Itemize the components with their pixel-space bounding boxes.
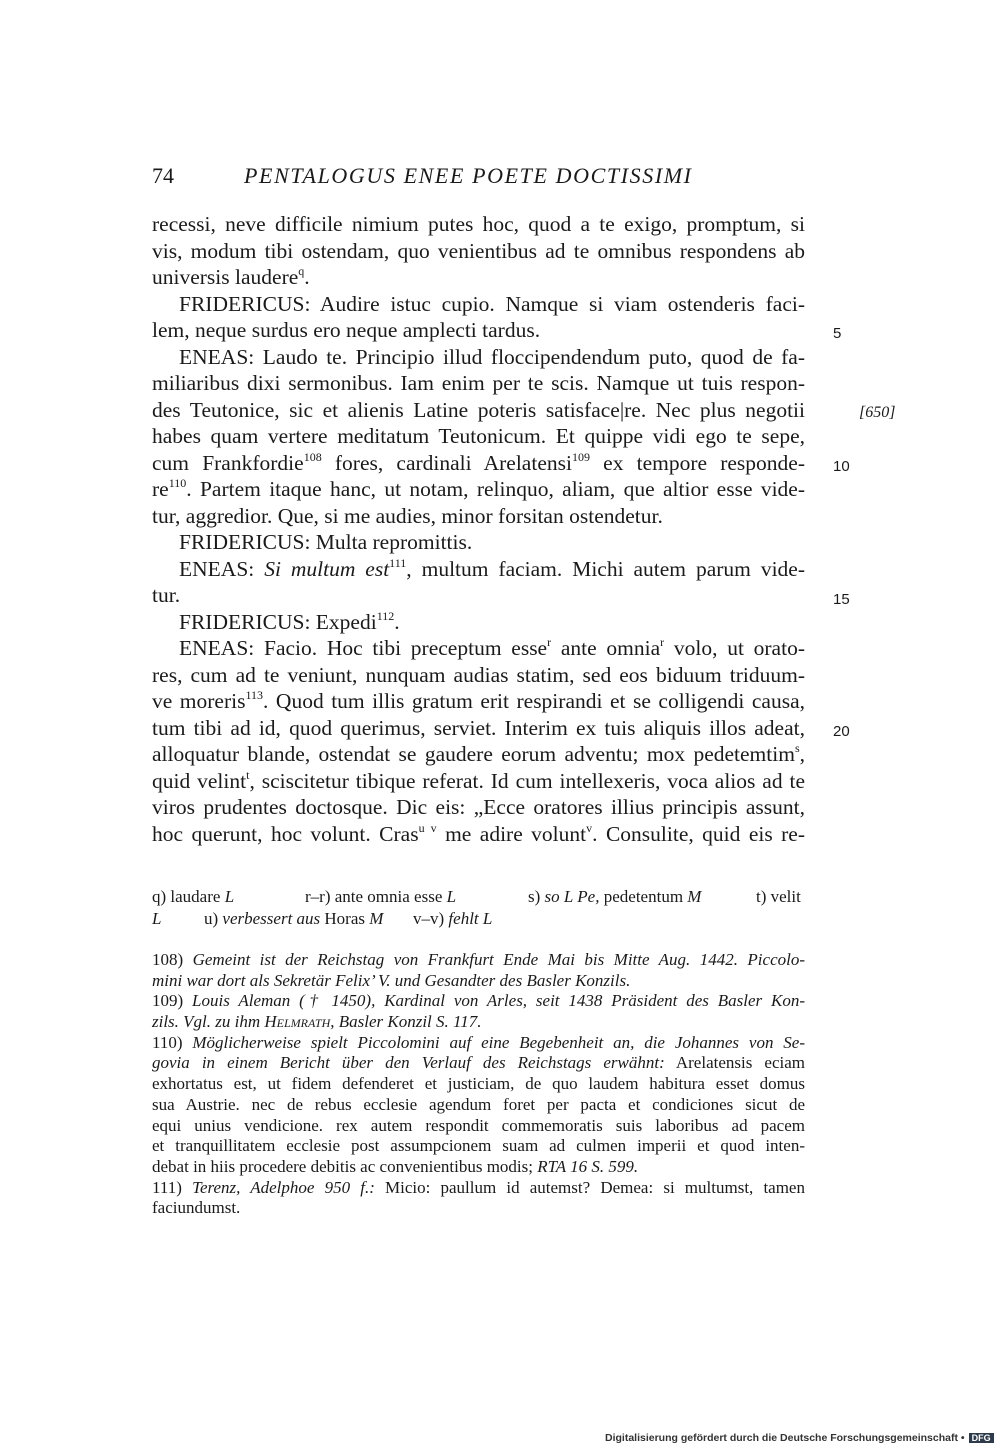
- text-line: [152, 291, 805, 318]
- footnote-italic: Terenz, Adelphoe 950 f.:: [192, 1177, 375, 1197]
- critical-apparatus: [152, 886, 805, 930]
- footnote-number: 110): [152, 1032, 193, 1052]
- text-line: [152, 529, 805, 556]
- text-line: [152, 688, 805, 715]
- line-text: fores, cardinali Arelatensi: [321, 450, 572, 475]
- text-line: [152, 450, 805, 477]
- footnote-quote: equi unius vendicione. rex autem respondit commemoratis suis laboribus ad pacem: [152, 1115, 805, 1135]
- apparatus-entry: v–v) fehlt L: [413, 909, 493, 928]
- text-line: [152, 556, 805, 583]
- page-number: 74: [152, 163, 174, 188]
- text-line: [152, 582, 805, 609]
- footnote-quote: exhortatus est, ut fidem defenderet et justiciam, de quo laudem habitura esset domus: [152, 1074, 805, 1094]
- footnote-line: [152, 1053, 805, 1074]
- line-text: miliaribus dixi sermonibus. Iam enim per te scis. Namque ut tuis respon-: [152, 371, 805, 395]
- footnote-line: [152, 950, 805, 971]
- footnote-line: [152, 991, 805, 1012]
- footnote-number: 109): [152, 991, 193, 1011]
- apparatus-entry: q) laudare L: [152, 887, 235, 906]
- footnote-line: [152, 1074, 805, 1095]
- text-line: [152, 317, 805, 344]
- text-line: [152, 768, 805, 795]
- note-marker: r: [547, 635, 552, 649]
- line-text: habes quam vertere meditatum Teutonicum. Et quippe vidi ego te sepe,: [152, 424, 805, 448]
- line-text: .: [304, 265, 310, 289]
- line-text: ve moreris: [152, 689, 246, 713]
- line-text: ,: [799, 742, 805, 766]
- note-marker: 110: [168, 476, 187, 490]
- footnote-italic: Gemeint ist der Reichstag von Frankfurt Ende Mai bis Mitte Aug. 1442. Piccolo-: [192, 950, 805, 969]
- note-marker: 112: [376, 608, 395, 623]
- note-marker: v: [586, 820, 593, 835]
- line-text: tur.: [152, 583, 181, 607]
- footnote-italic: , Basler Konzil S. 117.: [330, 1012, 482, 1032]
- note-marker: q: [298, 264, 305, 278]
- footnote-number: 111): [152, 1177, 193, 1197]
- line-text: lem, neque surdus ero neque amplecti tardus.: [152, 318, 541, 342]
- text-line: [152, 662, 805, 689]
- line-text: alloquatur blande, ostendat se gaudere eorum adventu; mox pedetemtim: [152, 742, 795, 766]
- line-text: FRIDERICUS: Expedi: [179, 609, 377, 634]
- text-line: [152, 238, 805, 265]
- footnote-italic: Möglicherweise spielt Piccolomini auf eine Begebenheit an, die Johannes von Se-: [192, 1032, 805, 1052]
- footnote-line: [152, 1033, 805, 1054]
- line-text: FRIDERICUS: Multa repromittis.: [179, 530, 473, 554]
- footnote-quote: debat in hiis procedere debitis ac convenientibus modis;: [152, 1156, 533, 1176]
- footnote-italic: Louis Aleman († 1450), Kardinal von Arles, seit 1438 Präsident des Basler Kon-: [192, 991, 805, 1011]
- line-text: recessi, neve difficile nimium putes hoc, quod a te exigo, promptum, si: [152, 212, 805, 236]
- line-text: vis, modum tibi ostendam, quo venientibus ad te omnibus respondens ab: [152, 238, 805, 263]
- line-text: viros prudentes doctosque. Dic eis: „Ecce oratores illius principis assunt,: [152, 795, 805, 819]
- apparatus-entry: r–r) ante omnia esse L: [305, 887, 457, 906]
- line-text: . Partem itaque hanc, ut notam, relinquo, aliam, que altior esse vide-: [186, 477, 805, 501]
- text-line: [152, 264, 805, 291]
- line-text: , multum faciam. Michi autem parum vide-: [406, 556, 806, 581]
- folio-reference: [650]: [859, 404, 896, 421]
- line-text: .: [394, 609, 400, 634]
- text-line: [152, 635, 805, 662]
- note-marker: u v: [418, 820, 437, 835]
- apparatus-entry: u) verbessert aus Horas M: [204, 909, 384, 928]
- text-line: [152, 609, 805, 636]
- text-line: [152, 476, 805, 503]
- line-text: ante omnia: [551, 636, 661, 660]
- footnote-italic: govia in einem Bericht über den Verlauf des Reichstags erwähnt:: [152, 1053, 665, 1073]
- footnote-quote: faciundumst.: [152, 1198, 241, 1218]
- footnote-line: [152, 1198, 805, 1219]
- dfg-logo: DFG: [969, 1433, 994, 1443]
- apparatus-entry: s) so L Pe, pedetentum M: [528, 887, 702, 906]
- text-line: [152, 821, 805, 848]
- footnote-quote: sua Austrie. nec de rebus ecclesie agendum foret per pacta et condiciones sicut de: [152, 1094, 805, 1114]
- note-marker: 113: [245, 688, 264, 702]
- text-line: [152, 503, 805, 530]
- line-text: re: [152, 477, 169, 501]
- footnote-line: [152, 1157, 805, 1178]
- note-marker: 109: [571, 449, 590, 464]
- line-text: hoc querunt, hoc volunt. Cras: [152, 821, 419, 846]
- footnote-quote: et tranquillitatem ecclesie post assumpcionem suam ad culmen imperii et quod inten-: [152, 1136, 805, 1156]
- text-line: [152, 741, 805, 768]
- footnote-italic: mini war dort als Sekretär Felix’ V. und Gesandter des Basler Konzils.: [152, 970, 631, 990]
- footnote-line: [152, 1012, 805, 1033]
- digitization-credit: Digitalisierung gefördert durch die Deutsche Forschungsgemeinschaft • DFG: [605, 1432, 994, 1444]
- line-text: des Teutonice, sic et alienis Latine poteris satisface|re. Nec plus negotii: [152, 397, 805, 422]
- note-marker: t: [246, 767, 250, 782]
- note-marker: s: [794, 741, 800, 755]
- footnote-line: [152, 1178, 805, 1199]
- line-text: . Quod tum illis gratum erit respirandi et se colligendi causa,: [263, 689, 806, 713]
- line-number-20: 20: [833, 723, 850, 740]
- line-text: universis laudere: [152, 265, 299, 289]
- line-text: . Consulite, quid eis re-: [592, 821, 806, 846]
- main-text: [152, 211, 805, 847]
- text-line: [152, 423, 805, 450]
- text-line: [152, 344, 805, 371]
- apparatus-row: [152, 908, 805, 930]
- page-header: [152, 163, 812, 193]
- text-line: [152, 397, 805, 424]
- line-text: FRIDERICUS: Audire istuc cupio. Namque si viam ostenderis faci-: [179, 291, 805, 316]
- line-text: tur, aggredior. Que, si me audies, minor forsitan ostendetur.: [152, 503, 663, 528]
- line-text: ex tempore responde-: [589, 450, 806, 475]
- footnote-line: [152, 1116, 805, 1137]
- line-text: quid velint: [152, 768, 247, 793]
- apparatus-entry: t) velit: [756, 887, 801, 906]
- note-marker: 108: [303, 449, 322, 464]
- apparatus-entry: L: [152, 909, 162, 928]
- text-line: [152, 370, 805, 397]
- footnote-number: 108): [152, 950, 193, 969]
- line-text: ENEAS: Facio. Hoc tibi preceptum esse: [179, 636, 548, 660]
- line-text: , sciscitetur tibique referat. Id cum intellexeris, voca alios ad te: [249, 768, 805, 793]
- footnote-italic: zils. Vgl. zu ihm: [152, 1012, 265, 1032]
- text-line: [152, 794, 805, 821]
- note-marker: 111: [389, 555, 407, 570]
- line-text: volo, ut orato-: [664, 636, 805, 660]
- line-text: ENEAS:: [179, 556, 265, 581]
- footnote-line: [152, 1136, 805, 1157]
- line-text: tum tibi ad id, quod querimus, serviet. Interim ex tuis aliquis illos adeat,: [152, 715, 805, 740]
- line-number-10: 10: [833, 458, 850, 475]
- line-number-15: 15: [833, 591, 850, 608]
- text-line: [152, 211, 805, 238]
- footnote-italic: RTA 16 S. 599.: [532, 1156, 639, 1176]
- running-title: PENTALOGUS ENEE POETE DOCTISSIMI: [244, 163, 693, 188]
- text-line: [152, 715, 805, 742]
- line-text: res, cum ad te veniunt, nunquam audias statim, sed eos biduum triduum-: [152, 662, 805, 687]
- italic-quote: Si multum est: [264, 556, 390, 581]
- line-text: cum Frankfordie: [152, 450, 304, 475]
- line-text: me adire volunt: [436, 821, 587, 846]
- footnote-line: [152, 1095, 805, 1116]
- footnotes: [152, 950, 805, 1219]
- line-number-5: 5: [833, 325, 842, 342]
- author-name: Helmrath: [264, 1012, 331, 1032]
- footnote-quote: Arelatensis eciam: [664, 1053, 805, 1073]
- apparatus-row: [152, 886, 805, 908]
- note-marker: r: [660, 635, 665, 649]
- line-text: ENEAS: Laudo te. Principio illud floccipendendum puto, quod de fa-: [179, 344, 805, 369]
- footnote-quote: Micio: paullum id autemst? Demea: si multumst, tamen: [374, 1177, 805, 1197]
- footnote-line: [152, 971, 805, 992]
